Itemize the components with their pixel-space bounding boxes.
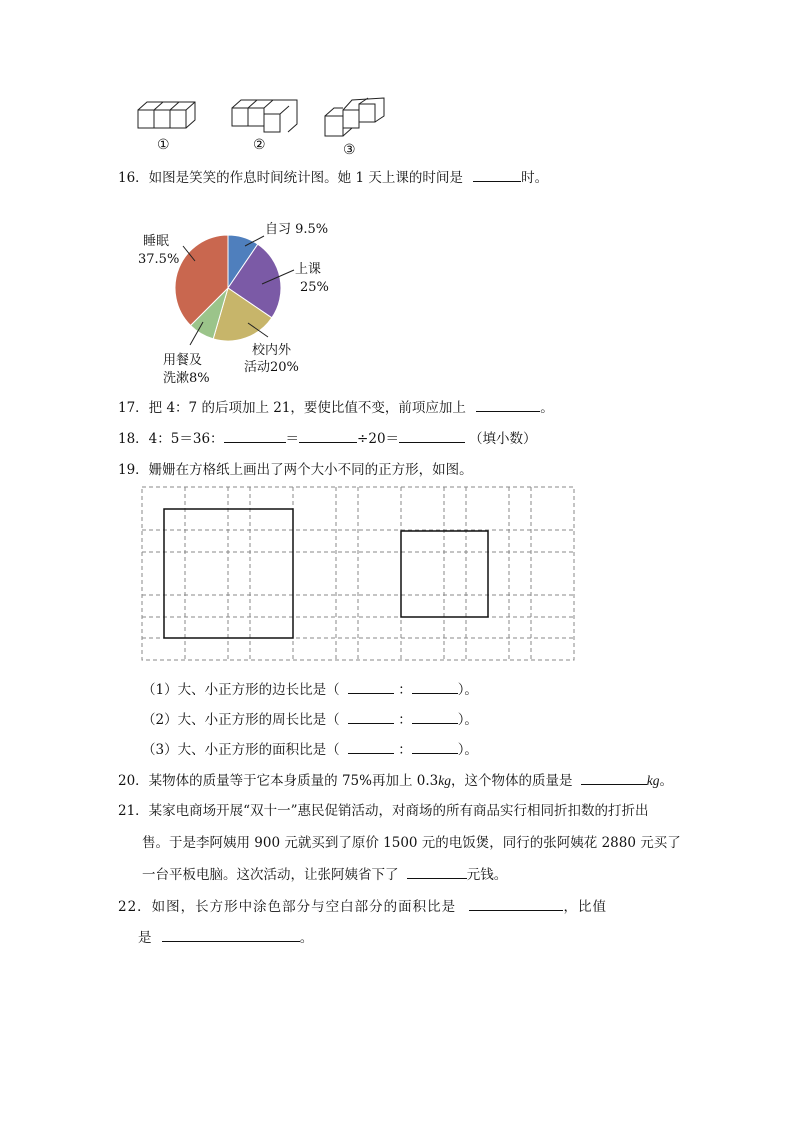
q19-sub2-prompt: （2）大、小正方形的周长比是（ [142,712,340,728]
q21-line1: 21．某家电商场开展“双十一”惠民促销活动，对商场的所有商品实行相同折扣数的打折出 [118,803,649,819]
q16-prompt: 16．如图是笑笑的作息时间统计图。她 1 天上课的时间是 [118,170,463,186]
q20-mid: ，这个物体的质量是 [451,773,573,789]
q18-equals: ＝ [285,431,300,447]
q19-sub1-prompt: （1）大、小正方形的边长比是（ [142,682,340,698]
figure-label-2: ② [253,137,266,153]
q19-text: 19．姗姗在方格纸上画出了两个大小不同的正方形，如图。 [118,462,473,478]
q19-sub2-blank-2[interactable] [412,709,458,724]
q21-line3 [142,863,507,883]
q20-unit-2: kg [646,773,660,788]
q19-sub3-close: ）。 [457,742,478,758]
pie-label-huodong-1: 校内外 [252,343,292,358]
q19-sub3-blank-1[interactable] [348,739,394,754]
q22-prompt: 22．如图，长方形中涂色部分与空白部分的面积比是 [118,899,457,915]
q19-sub3 [142,738,478,758]
q19-sub1-blank-2[interactable] [412,679,458,694]
grid-lines [142,487,574,660]
q19-sub1-colon: ： [398,682,412,698]
q21-line2: 售。于是李阿姨用 900 元就买到了原价 1500 元的电饭煲，同行的张阿姨花 2880 元买了 [142,835,681,851]
q16-suffix: 时。 [521,170,549,186]
q19-sub3-blank-2[interactable] [412,739,458,754]
pie-label-huodong-2: 活动20% [244,360,299,375]
pie-label-shangke-1: 上课 [295,262,322,277]
q22-mid: ，比值 [563,899,607,915]
q20-answer-blank[interactable] [581,770,647,785]
q22-blank-2[interactable] [162,927,300,942]
q18-prompt: 18．4：5＝36： [118,431,224,447]
q18-divide: ÷20＝ [357,431,400,447]
pie-label-shuimian-1: 睡眠 [143,234,170,249]
q21-prompt: 一台平板电脑。这次活动，让张阿姨省下了 [142,867,399,883]
pie-label-shuimian-2: 37.5% [138,252,180,267]
q19-sub1-close: ）。 [457,682,478,698]
q19-sub2-colon: ： [398,712,412,728]
q21-answer-blank[interactable] [407,864,467,879]
q20-text [118,769,673,789]
q20-prompt: 20．某物体的质量等于它本身质量的 75%再加上 0.3 [118,773,439,789]
pie-label-shangke-2: 25% [300,280,329,295]
q22-blank-1[interactable] [469,896,563,911]
q19-sub2-blank-1[interactable] [348,709,394,724]
q17-suffix: 。 [540,400,554,416]
q17-prompt: 17．把 4：7 的后项加上 21，要使比值不变，前项应加上 [118,400,466,416]
q20-unit: kg [438,773,451,788]
q22-suffix: 。 [299,930,314,946]
pie-label-zixi: 自习 9.5% [265,222,329,237]
q19-sub3-prompt: （3）大、小正方形的面积比是（ [142,742,340,758]
q22-line2 [138,926,313,946]
q22-line1 [118,895,607,915]
q19-sub3-colon: ： [398,742,412,758]
q20-suffix: 。 [659,773,674,789]
pie-label-yongcan-1: 用餐及 [163,353,203,368]
q18-suffix: （填小数） [469,431,537,447]
pie-label-yongcan-2: 洗漱8% [163,371,210,386]
q19-sub2-close: ）。 [457,712,478,728]
q22-line2-prefix: 是 [138,930,152,946]
q19-sub1 [142,678,478,698]
q19-sub1-blank-1[interactable] [348,679,394,694]
q19-sub2 [142,708,478,728]
figure-label-3: ③ [343,142,356,158]
figure-label-1: ① [157,137,170,153]
q21-suffix: 元钱。 [466,867,508,883]
